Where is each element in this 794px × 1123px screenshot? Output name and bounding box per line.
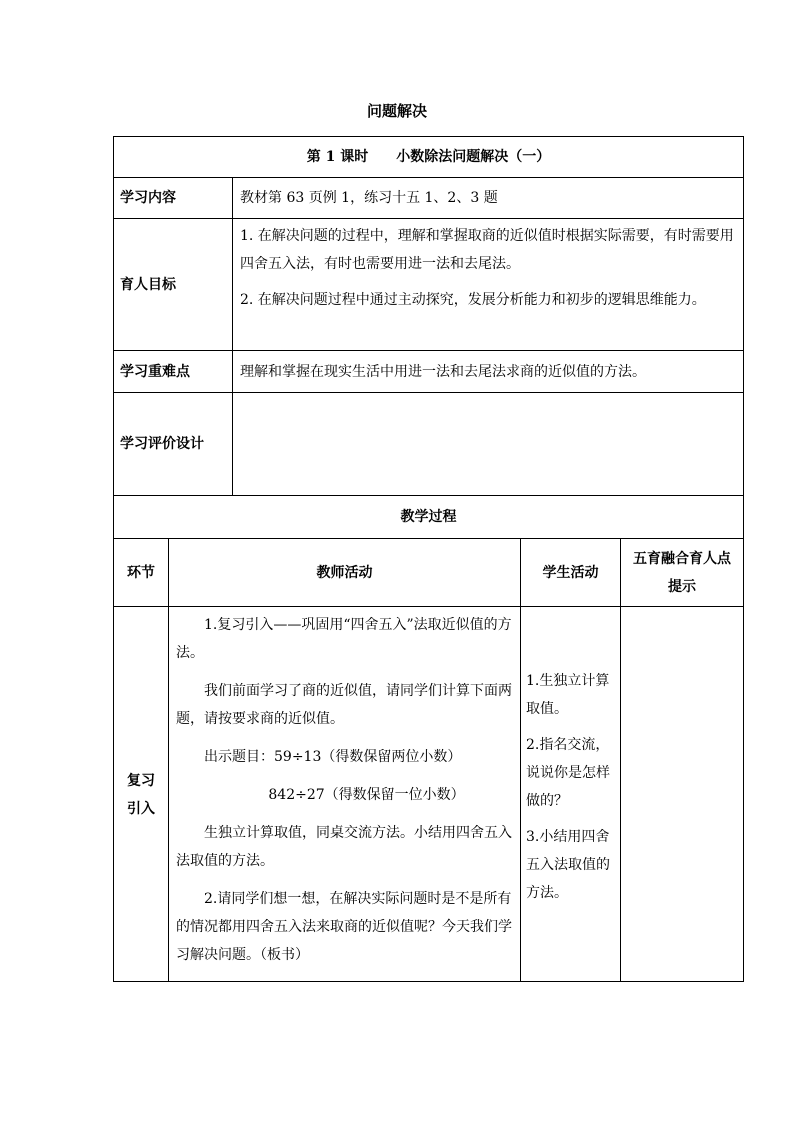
key-label: 学习重难点 xyxy=(120,363,190,380)
row-divider xyxy=(113,606,744,607)
teacher-paragraph: 2.请同学们想一想，在解决实际问题时是不是所有的情况都用四舍五入法来取商的近似值呢？今天我们学习解决问题。（板书） xyxy=(176,891,512,963)
lesson-header: 第 1 课时 小数除法问题解决（一） xyxy=(306,149,551,165)
student-paragraph: 1.生独立计算取值。 xyxy=(526,673,610,717)
teacher-paragraph: 842÷27（得数保留一位小数） xyxy=(268,787,465,803)
goal-item-1: 1. 在解决问题的过程中，理解和掌握取商的近似值时根据实际需要，有时需要用四舍五入法，有时也需要用进一法和去尾法。 xyxy=(240,228,734,272)
content-label: 学习内容 xyxy=(120,190,176,206)
col-teacher-header: 教师活动 xyxy=(316,564,373,581)
student-activity-cell xyxy=(526,667,618,967)
col-stage-header: 环节 xyxy=(127,564,155,581)
hint-cell xyxy=(626,611,738,971)
teacher-paragraph: 出示题目：59÷13（得数保留两位小数） xyxy=(204,749,462,765)
content-value: 教材第 63 页例 1，练习十五 1、2、3 题 xyxy=(240,190,498,206)
goal-label: 育人目标 xyxy=(120,276,176,293)
teacher-activity-cell xyxy=(176,611,516,979)
student-paragraph: 3.小结用四舍五入法取值的方法。 xyxy=(526,829,610,901)
eval-value xyxy=(240,393,740,495)
column-divider xyxy=(232,177,233,495)
key-value: 理解和掌握在现实生活中用进一法和去尾法求商的近似值的方法。 xyxy=(240,363,646,380)
goal-item-2: 2. 在解决问题过程中通过主动探究，发展分析能力和初步的逻辑思维能力。 xyxy=(240,292,706,308)
col-student-header: 学生活动 xyxy=(542,564,599,581)
teacher-paragraph: 生独立计算取值，同桌交流方法。小结用四舍五入法取值的方法。 xyxy=(176,825,512,869)
teacher-paragraph: 1.复习引入——巩固用“四舍五入”法取近似值的方法。 xyxy=(176,617,512,661)
eval-label: 学习评价设计 xyxy=(120,436,204,452)
process-section-title: 教学过程 xyxy=(400,509,457,525)
teacher-paragraph: 我们前面学习了商的近似值，请同学们计算下面两题，请按要求商的近似值。 xyxy=(176,683,512,727)
col-hint-header: 五育融合育人点提示 xyxy=(633,550,731,595)
goal-cell xyxy=(240,219,740,350)
student-paragraph: 2.指名交流，说说你是怎样做的？ xyxy=(526,737,610,809)
stage-label: 复习引入 xyxy=(127,772,155,817)
document-title: 问题解决 xyxy=(366,102,427,120)
